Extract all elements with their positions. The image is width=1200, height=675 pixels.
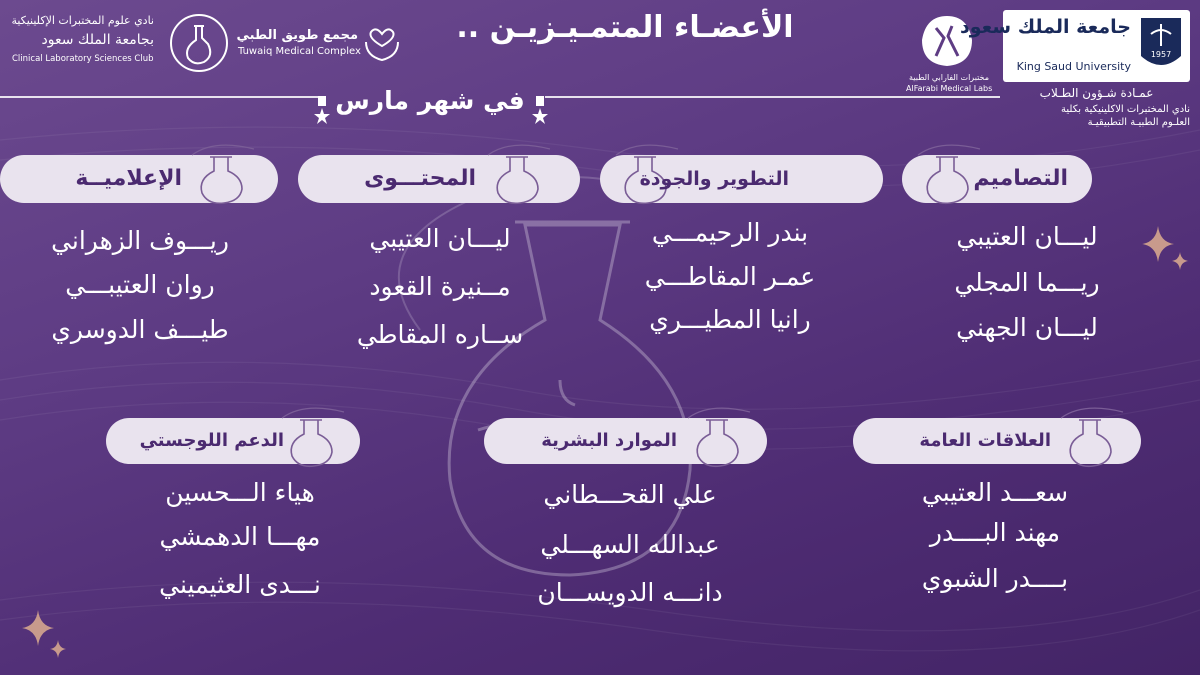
committee-title: التطوير والجودة [639, 168, 789, 190]
flask-outline-icon [1053, 406, 1133, 470]
header-separator-right [545, 96, 1000, 98]
committee-pill-development-quality [600, 155, 883, 203]
alfarabi-logo-arabic: مختبرات الفارابي الطبية [909, 73, 989, 82]
member-name: مــنيرة القعود [369, 272, 511, 301]
member-name: روان العتيبـــي [65, 270, 215, 299]
sparkle-icon [1140, 222, 1192, 276]
ksu-logo-arabic: جامعة الملك سعود [960, 16, 1131, 38]
tuwaiq-hands-heart-icon [362, 20, 402, 64]
committee-title: الدعم اللوجستي [139, 430, 284, 451]
ksu-logo-english: King Saud University [1016, 60, 1131, 73]
ksu-emblem-icon [1139, 16, 1183, 74]
star-ornament-icon [530, 94, 550, 130]
member-name: عبدالله السهـــلي [540, 530, 720, 559]
club-flask-logo-icon [168, 12, 230, 74]
sparkle-icon [18, 608, 70, 664]
committee-title: الموارد البشرية [541, 430, 677, 451]
member-name: ليـــان الجهني [956, 313, 1098, 342]
committee-pill-designs [902, 155, 1092, 203]
ksu-club-line2: العلـوم الطبيـة التطبيقيـة [1087, 117, 1190, 128]
member-name: ليـــان العتيبي [956, 222, 1098, 251]
member-name: هياء الـــحسين [165, 478, 315, 507]
committee-pill-media [0, 155, 278, 203]
committee-title: المحتـــوى [364, 166, 476, 191]
member-name: علي القحـــطاني [543, 480, 717, 509]
member-name: ريـــوف الزهراني [51, 226, 229, 255]
ksu-logo-box [960, 10, 1190, 82]
main-title: الأعضـاء المتمـيـزيـن .. [456, 10, 794, 45]
ksu-deanship-text: عمـادة شـؤون الطـلاب [1039, 86, 1154, 100]
alfarabi-logo-english: AlFarabi Medical Labs [906, 84, 993, 93]
member-name: مهند البــــدر [929, 518, 1061, 547]
member-name: عمـر المقاطـــي [644, 262, 816, 291]
ksu-logo-year: 1957 [1150, 50, 1172, 59]
star-ornament-icon [312, 94, 332, 130]
header-separator-left [0, 96, 325, 98]
committee-title: العلاقات العامة [919, 430, 1051, 451]
member-name: سعـــد العتيبي [921, 478, 1069, 507]
member-name: ليـــان العتيبي [369, 224, 511, 253]
flask-outline-icon [480, 143, 560, 207]
club-logo-line3: Clinical Laboratory Sciences Club [12, 54, 154, 64]
member-name: مهـــا الدهمشي [159, 522, 321, 551]
committee-pill-content [298, 155, 580, 203]
committee-title: التصاميم [973, 166, 1068, 191]
flask-outline-icon [680, 406, 760, 470]
club-logo-line1: نادي علوم المختبرات الإكلينيكية [11, 14, 154, 27]
club-logo-line2: بجامعة الملك سعود [41, 32, 154, 48]
member-name: بندر الرحيمـــي [651, 218, 809, 247]
member-name: نـــدى العثيميني [159, 570, 321, 599]
member-name: رانيا المطيـــري [649, 305, 811, 334]
committee-pill-public-relations [853, 418, 1141, 464]
ksu-club-line1: نادي المختبرات الاكلينيكية بكلية [1061, 104, 1190, 115]
member-name: دانـــه الدويســـان [537, 578, 723, 607]
member-name: ريـــما المجلي [954, 268, 1100, 297]
member-name: طيـــف الدوسري [51, 315, 229, 344]
member-name: ســاره المقاطي [356, 320, 524, 349]
flask-outline-icon [184, 143, 264, 207]
flask-outline-icon [274, 406, 354, 470]
tuwaiq-logo-english: Tuwaiq Medical Complex [238, 46, 361, 57]
committee-pill-human-resources [484, 418, 767, 464]
tuwaiq-logo-arabic: مجمع طويق الطبي [236, 28, 358, 43]
committee-title: الإعلاميــة [75, 166, 182, 191]
member-name: بــــدر الشبوي [921, 564, 1069, 593]
subtitle: في شهر مارس [335, 86, 525, 115]
committee-pill-logistics [106, 418, 360, 464]
